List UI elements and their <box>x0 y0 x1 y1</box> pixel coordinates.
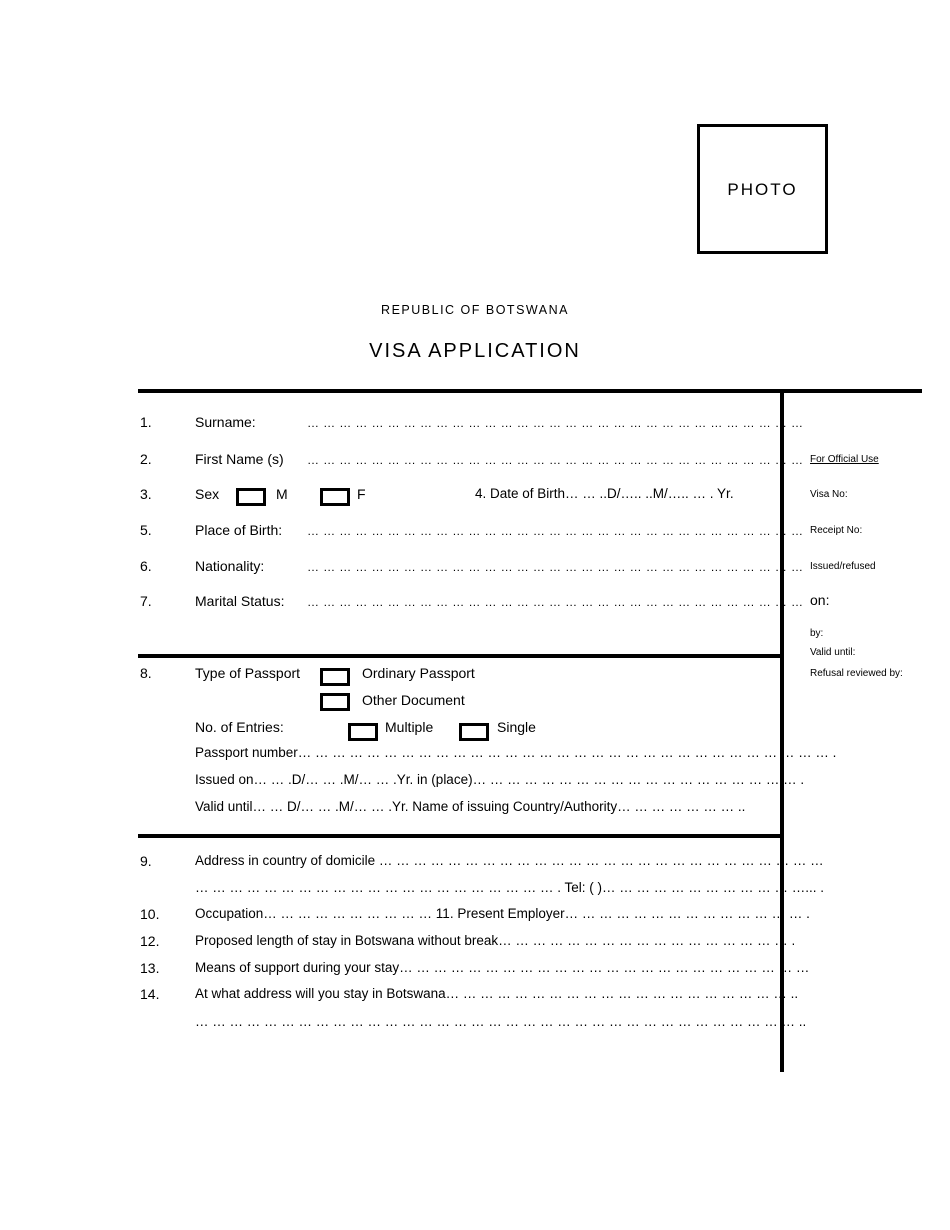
place-of-birth-label: Place of Birth: <box>195 522 283 538</box>
official-valid-until-label: Valid until: <box>810 647 856 658</box>
ordinary-passport-label: Ordinary Passport <box>362 665 475 681</box>
section-rule-1 <box>138 654 783 658</box>
issued-on-label: on: <box>810 592 830 608</box>
sex-label: Sex <box>195 486 220 502</box>
item-number: 1. <box>140 414 152 430</box>
item-number: 12. <box>140 933 160 949</box>
stay-address-continued-field[interactable]: … … … … … … … … … … … … … … … … … … … … … … … … … … … … … … … … … … … .. <box>195 1014 807 1029</box>
official-use-heading: For Official Use <box>810 454 879 465</box>
item-number: 6. <box>140 558 152 574</box>
marital-status-label: Marital Status: <box>195 593 285 609</box>
sex-female-checkbox[interactable] <box>320 488 350 506</box>
item-number: 3. <box>140 486 152 502</box>
valid-until-field[interactable]: Valid until… … D/… … .M/… … .Yr. Name of issuing Country/Authority… … … … … … … .. <box>195 799 746 814</box>
item-number: 9. <box>140 853 152 869</box>
sex-male-label: M <box>276 486 288 502</box>
issued-refused-label: Issued/refused <box>810 561 876 572</box>
single-entry-checkbox[interactable] <box>459 723 489 741</box>
other-document-checkbox[interactable] <box>320 693 350 711</box>
multiple-entries-checkbox[interactable] <box>348 723 378 741</box>
domicile-address-field[interactable]: Address in country of domicile … … … … … … … … … … … … … … … … … … … … … … … … … … <box>195 853 824 868</box>
entries-label: No. of Entries: <box>195 719 284 735</box>
country-name: REPUBLIC OF BOTSWANA <box>381 303 569 317</box>
place-of-birth-field[interactable]: … … … … … … … … … … … … … … … … … … … … … … … … … … … … … … … <box>307 524 804 538</box>
other-document-label: Other Document <box>362 692 465 708</box>
issued-on-field[interactable]: Issued on… … .D/… … .M/… … .Yr. in (place)… … … … … … … … … … … … … … … … … … … . <box>195 772 805 787</box>
sex-female-label: F <box>357 486 366 502</box>
multiple-entries-label: Multiple <box>385 719 434 735</box>
passport-type-label: Type of Passport <box>195 665 301 681</box>
marital-status-field[interactable]: … … … … … … … … … … … … … … … … … … … … … … … … … … … … … … … <box>307 595 804 609</box>
section-rule-2 <box>138 834 783 838</box>
item-number: 14. <box>140 986 160 1002</box>
stay-address-field[interactable]: At what address will you stay in Botswana… … … … … … … … … … … … … … … … … … … … .. <box>195 986 799 1001</box>
item-number: 5. <box>140 522 152 538</box>
surname-label: Surname: <box>195 414 256 430</box>
occupation-employer-field[interactable]: Occupation… … … … … … … … … … 11. Present Employer… … … … … … … … … … … … … … . <box>195 906 810 921</box>
photo-label: PHOTO <box>727 180 798 199</box>
item-number: 10. <box>140 906 160 922</box>
item-number: 8. <box>140 665 152 681</box>
item-number: 7. <box>140 593 152 609</box>
ordinary-passport-checkbox[interactable] <box>320 668 350 686</box>
page-title: VISA APPLICATION <box>369 340 581 362</box>
receipt-number-label: Receipt No: <box>810 525 863 536</box>
first-name-label: First Name (s) <box>195 451 284 467</box>
issued-by-label: by: <box>810 628 824 639</box>
refusal-reviewed-label: Refusal reviewed by: <box>810 668 903 679</box>
nationality-field[interactable]: … … … … … … … … … … … … … … … … … … … … … … … … … … … … … … … <box>307 560 804 574</box>
date-of-birth-field[interactable]: 4. Date of Birth… … ..D/….. ..M/….. … . Yr. <box>475 486 734 501</box>
photo-box <box>697 124 828 254</box>
visa-number-label: Visa No: <box>810 489 848 500</box>
surname-field[interactable]: … … … … … … … … … … … … … … … … … … … … … … … … … … … … … … … <box>307 416 804 430</box>
first-name-field[interactable]: … … … … … … … … … … … … … … … … … … … … … … … … … … … … … … … <box>307 453 804 467</box>
item-number: 13. <box>140 960 160 976</box>
sex-male-checkbox[interactable] <box>236 488 266 506</box>
item-number: 2. <box>140 451 152 467</box>
means-of-support-field[interactable]: Means of support during your stay… … … … … … … … … … … … … … … … … … … … … … … … <box>195 960 810 975</box>
passport-number-field[interactable]: Passport number… … … … … … … … … … … … … … … … … … … … … … … … … … … … … … … . <box>195 745 837 760</box>
single-entry-label: Single <box>497 719 536 735</box>
top-rule <box>138 389 922 393</box>
address-telephone-field[interactable]: … … … … … … … … … … … … … … … … … … … … … . Tel: ( )… … … … … … … … … … … …... . <box>195 880 825 895</box>
nationality-label: Nationality: <box>195 558 265 574</box>
length-of-stay-field[interactable]: Proposed length of stay in Botswana without break… … … … … … … … … … … … … … … … … . <box>195 933 796 948</box>
